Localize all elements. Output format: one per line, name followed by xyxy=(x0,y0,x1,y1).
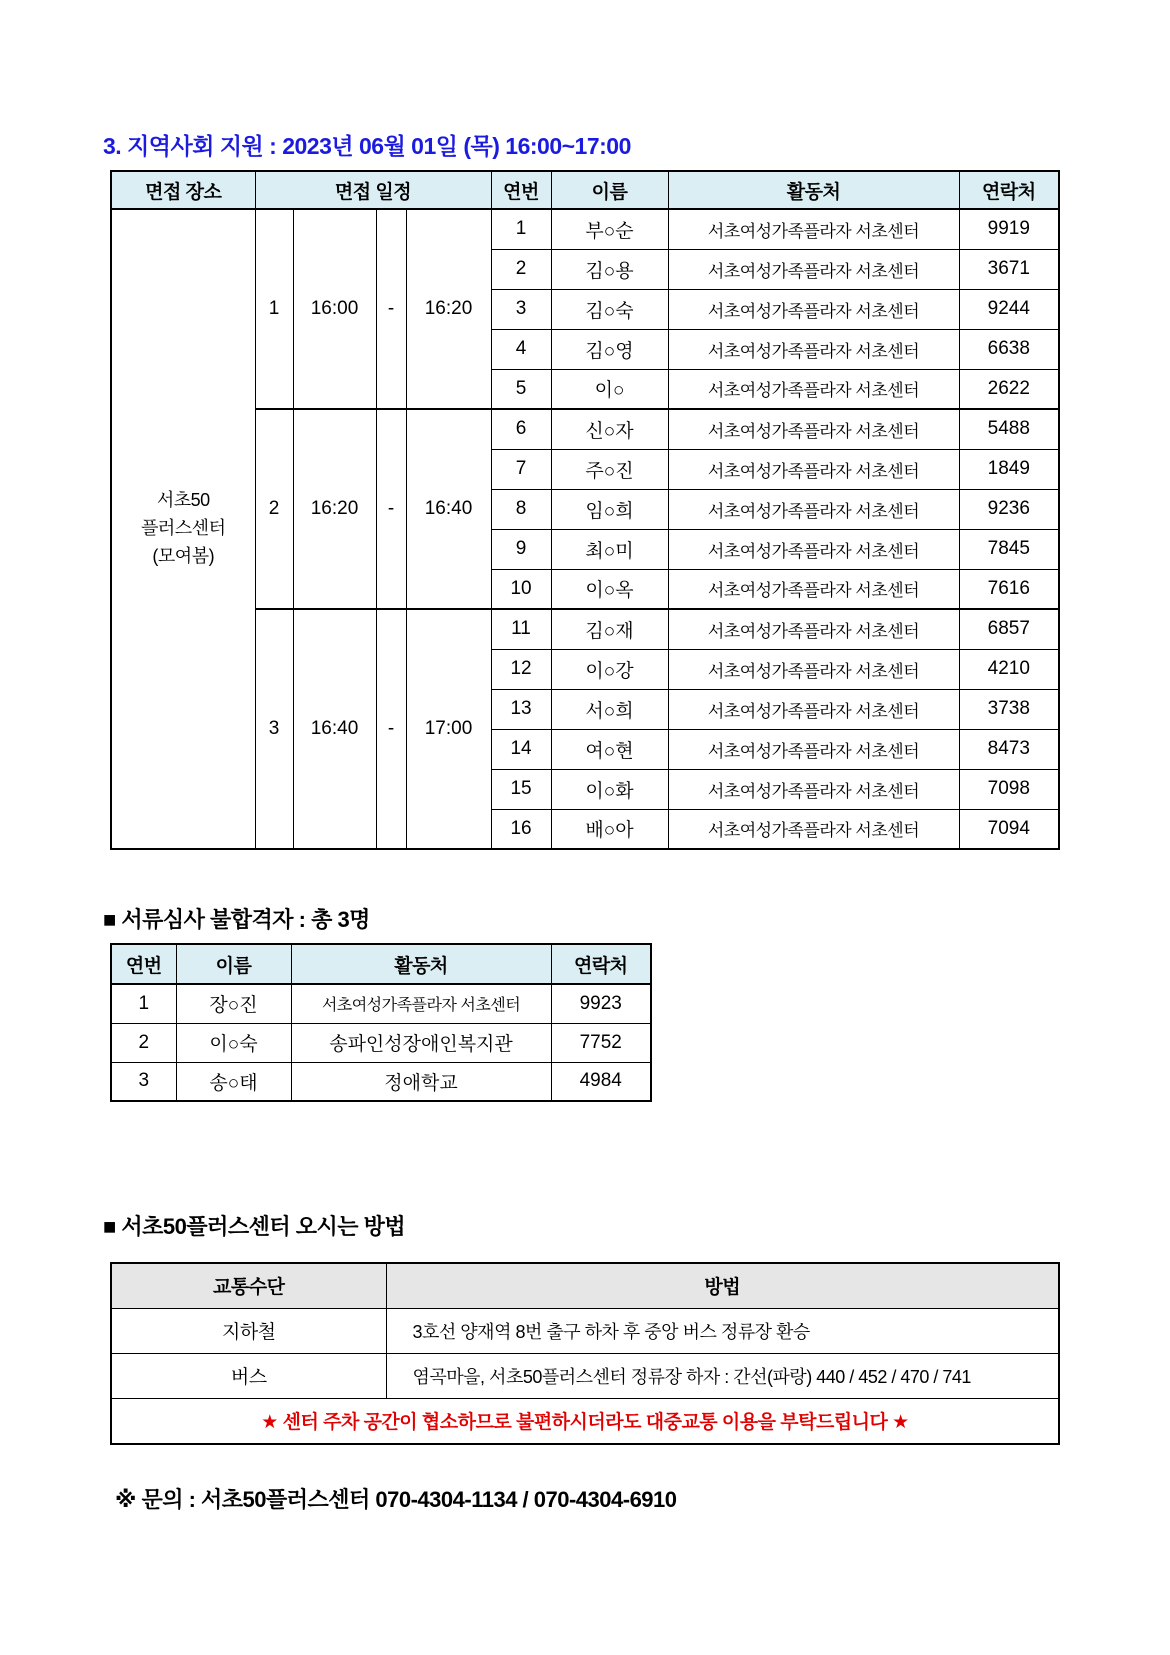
cell-name: 최○미 xyxy=(551,529,668,569)
cell-org: 서초여성가족플라자 서초센터 xyxy=(668,409,959,449)
cell-group-no: 3 xyxy=(255,609,293,849)
cell-no: 7 xyxy=(491,449,551,489)
location-line: 플러스센터 xyxy=(141,518,226,539)
cell-contact: 9236 xyxy=(959,489,1059,529)
table-row xyxy=(111,1398,1059,1444)
table-row xyxy=(111,1308,1059,1353)
cell-no: 1 xyxy=(111,984,176,1023)
cell-transport: 지하철 xyxy=(111,1308,386,1353)
cell-no: 2 xyxy=(491,249,551,289)
cell-no: 3 xyxy=(491,289,551,329)
table-row xyxy=(111,1062,651,1101)
interview-schedule-table xyxy=(110,170,1060,850)
cell-location xyxy=(111,209,255,849)
cell-contact: 9919 xyxy=(959,209,1059,249)
cell-name: 이○숙 xyxy=(176,1023,291,1062)
table-row xyxy=(111,209,1059,249)
header-transport: 교통수단 xyxy=(111,1263,386,1308)
cell-org: 서초여성가족플라자 서초센터 xyxy=(668,209,959,249)
cell-name: 임○희 xyxy=(551,489,668,529)
header-contact: 연락처 xyxy=(551,944,651,984)
cell-org: 송파인성장애인복지관 xyxy=(291,1023,551,1062)
cell-contact: 7845 xyxy=(959,529,1059,569)
cell-org: 서초여성가족플라자 서초센터 xyxy=(668,529,959,569)
header-org: 활동처 xyxy=(291,944,551,984)
cell-contact: 1849 xyxy=(959,449,1059,489)
header-no: 연번 xyxy=(111,944,176,984)
cell-contact: 6857 xyxy=(959,609,1059,649)
cell-contact: 5488 xyxy=(959,409,1059,449)
cell-contact: 7094 xyxy=(959,809,1059,849)
cell-group-start: 16:00 xyxy=(293,209,376,409)
cell-org: 서초여성가족플라자 서초센터 xyxy=(668,769,959,809)
cell-contact: 6638 xyxy=(959,329,1059,369)
header-schedule: 면접 일정 xyxy=(255,171,491,209)
header-contact: 연락처 xyxy=(959,171,1059,209)
header-name: 이름 xyxy=(176,944,291,984)
cell-name: 이○옥 xyxy=(551,569,668,609)
cell-group-start: 16:20 xyxy=(293,409,376,609)
cell-no: 11 xyxy=(491,609,551,649)
table-row xyxy=(111,1353,1059,1398)
cell-name: 이○강 xyxy=(551,649,668,689)
cell-contact: 7098 xyxy=(959,769,1059,809)
cell-no: 16 xyxy=(491,809,551,849)
parking-warning-text: ★ 센터 주차 공간이 협소하므로 불편하시더라도 대중교통 이용을 부탁드립니다 ★ xyxy=(111,1398,1059,1444)
cell-group-end: 16:20 xyxy=(406,209,491,409)
cell-org: 서초여성가족플라자 서초센터 xyxy=(668,289,959,329)
cell-no: 8 xyxy=(491,489,551,529)
cell-no: 5 xyxy=(491,369,551,409)
table-row xyxy=(111,984,651,1023)
cell-no: 6 xyxy=(491,409,551,449)
cell-contact: 7616 xyxy=(959,569,1059,609)
header-name: 이름 xyxy=(551,171,668,209)
table-row xyxy=(111,1023,651,1062)
cell-no: 15 xyxy=(491,769,551,809)
cell-org: 서초여성가족플라자 서초센터 xyxy=(668,609,959,649)
cell-name: 이○화 xyxy=(551,769,668,809)
cell-group-no: 1 xyxy=(255,209,293,409)
cell-name: 이○ xyxy=(551,369,668,409)
cell-transport: 버스 xyxy=(111,1353,386,1398)
header-no: 연번 xyxy=(491,171,551,209)
cell-contact: 9923 xyxy=(551,984,651,1023)
cell-name: 장○진 xyxy=(176,984,291,1023)
cell-org: 서초여성가족플라자 서초센터 xyxy=(668,569,959,609)
cell-org: 서초여성가족플라자 서초센터 xyxy=(668,249,959,289)
header-location: 면접 장소 xyxy=(111,171,255,209)
cell-group-no: 2 xyxy=(255,409,293,609)
cell-org: 서초여성가족플라자 서초센터 xyxy=(668,729,959,769)
contact-inquiry-note: ※ 문의 : 서초50플러스센터 070-4304-1134 / 070-4304-6910 xyxy=(115,1487,677,1512)
cell-contact: 9244 xyxy=(959,289,1059,329)
cell-name: 송○태 xyxy=(176,1062,291,1101)
directions-table xyxy=(110,1262,1060,1445)
cell-name: 배○아 xyxy=(551,809,668,849)
cell-contact: 3671 xyxy=(959,249,1059,289)
cell-org: 서초여성가족플라자 서초센터 xyxy=(668,369,959,409)
cell-no: 2 xyxy=(111,1023,176,1062)
cell-org: 서초여성가족플라자 서초센터 xyxy=(291,984,551,1023)
cell-no: 10 xyxy=(491,569,551,609)
location-line: 서초50 xyxy=(156,490,210,511)
header-row xyxy=(111,171,1059,209)
cell-name: 부○순 xyxy=(551,209,668,249)
cell-contact: 4210 xyxy=(959,649,1059,689)
location-line: (모여봄) xyxy=(152,545,215,566)
cell-name: 서○희 xyxy=(551,689,668,729)
cell-group-end: 16:40 xyxy=(406,409,491,609)
cell-org: 서초여성가족플라자 서초센터 xyxy=(668,329,959,369)
cell-org: 서초여성가족플라자 서초센터 xyxy=(668,449,959,489)
cell-org: 정애학교 xyxy=(291,1062,551,1101)
cell-no: 1 xyxy=(491,209,551,249)
cell-name: 김○영 xyxy=(551,329,668,369)
cell-no: 9 xyxy=(491,529,551,569)
directions-section-heading: ■ 서초50플러스센터 오시는 방법 xyxy=(103,1214,406,1239)
cell-group-dash: - xyxy=(376,409,406,609)
cell-no: 4 xyxy=(491,329,551,369)
cell-group-end: 17:00 xyxy=(406,609,491,849)
cell-name: 김○재 xyxy=(551,609,668,649)
cell-name: 여○현 xyxy=(551,729,668,769)
cell-org: 서초여성가족플라자 서초센터 xyxy=(668,649,959,689)
cell-group-dash: - xyxy=(376,609,406,849)
cell-name: 신○자 xyxy=(551,409,668,449)
header-row xyxy=(111,944,651,984)
cell-contact: 3738 xyxy=(959,689,1059,729)
cell-no: 12 xyxy=(491,649,551,689)
cell-name: 김○숙 xyxy=(551,289,668,329)
cell-name: 김○용 xyxy=(551,249,668,289)
cell-org: 서초여성가족플라자 서초센터 xyxy=(668,689,959,729)
cell-method: 3호선 양재역 8번 출구 하차 후 중앙 버스 정류장 환승 xyxy=(386,1308,1059,1353)
cell-contact: 4984 xyxy=(551,1062,651,1101)
page-title: 3. 지역사회 지원 : 2023년 06월 01일 (목) 16:00~17:00 xyxy=(103,133,631,159)
cell-group-dash: - xyxy=(376,209,406,409)
cell-contact: 8473 xyxy=(959,729,1059,769)
cell-no: 3 xyxy=(111,1062,176,1101)
cell-group-start: 16:40 xyxy=(293,609,376,849)
header-row xyxy=(111,1263,1059,1308)
cell-org: 서초여성가족플라자 서초센터 xyxy=(668,809,959,849)
header-org: 활동처 xyxy=(668,171,959,209)
cell-method: 염곡마을, 서초50플러스센터 정류장 하자 : 간선(파랑) 440 / 452 / 470 / 741 xyxy=(386,1353,1059,1398)
cell-name: 주○진 xyxy=(551,449,668,489)
header-method: 방법 xyxy=(386,1263,1059,1308)
cell-no: 14 xyxy=(491,729,551,769)
cell-contact: 2622 xyxy=(959,369,1059,409)
fail-section-heading: ■ 서류심사 불합격자 : 총 3명 xyxy=(103,907,370,932)
cell-no: 13 xyxy=(491,689,551,729)
fail-list-table xyxy=(110,943,652,1102)
cell-contact: 7752 xyxy=(551,1023,651,1062)
cell-org: 서초여성가족플라자 서초센터 xyxy=(668,489,959,529)
